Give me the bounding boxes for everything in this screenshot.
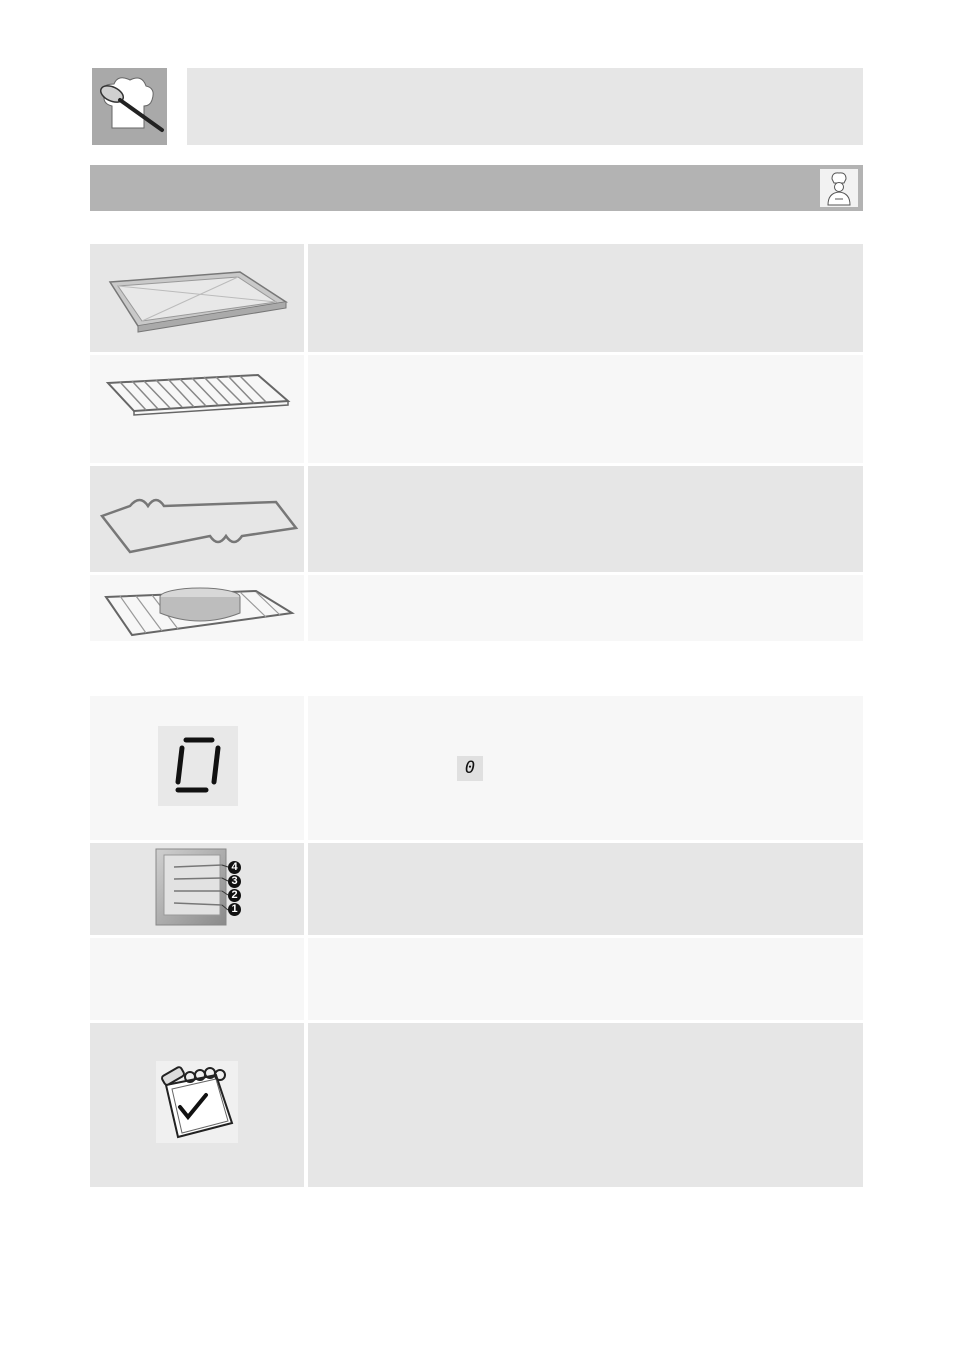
rack-with-pan-icon	[90, 575, 304, 641]
shelf-level-labels	[228, 861, 242, 916]
accessory-description	[308, 466, 863, 486]
info-description	[308, 843, 863, 863]
chef-hat-spoon-icon	[92, 68, 167, 145]
accessory-description	[308, 355, 863, 375]
info-image-cell	[90, 1023, 304, 1187]
header-logo	[92, 68, 167, 145]
info-image-cell	[90, 696, 304, 840]
shelf-level-3: 3	[228, 875, 241, 888]
info-text-cell	[308, 696, 863, 840]
oven-rack-icon	[90, 355, 304, 463]
shelf-level-2: 2	[228, 889, 241, 902]
accessory-text-cell	[308, 244, 863, 352]
info-text-cell	[308, 938, 863, 1020]
accessory-image-cell	[90, 466, 304, 572]
shelf-level-4: 4	[228, 861, 241, 874]
info-image-cell	[90, 843, 304, 935]
accessory-image-cell	[90, 244, 304, 352]
info-text-cell	[308, 843, 863, 935]
accessory-image-cell	[90, 355, 304, 463]
oven-shelf-levels-icon	[90, 843, 304, 935]
accessory-image-cell	[90, 575, 304, 641]
info-text-cell	[308, 1023, 863, 1187]
info-description	[308, 696, 863, 716]
accessory-text-cell	[308, 466, 863, 572]
seven-segment-zero-icon	[158, 726, 238, 806]
accessory-text-cell	[308, 355, 863, 463]
accessory-description	[308, 244, 863, 264]
notepad-check-icon	[156, 1061, 238, 1143]
baking-tray-icon	[90, 244, 304, 352]
section-title-bar	[90, 165, 863, 211]
info-description	[308, 1023, 863, 1043]
info-description	[308, 938, 863, 958]
accessory-text-cell	[308, 575, 863, 641]
shelf-level-1: 1	[228, 903, 241, 916]
header-bar	[187, 68, 863, 145]
accessory-description	[308, 575, 863, 595]
rack-frame-icon	[90, 466, 304, 572]
inline-display-symbol: 0	[457, 756, 483, 781]
info-image-cell	[90, 938, 304, 1020]
chef-icon	[820, 169, 858, 207]
